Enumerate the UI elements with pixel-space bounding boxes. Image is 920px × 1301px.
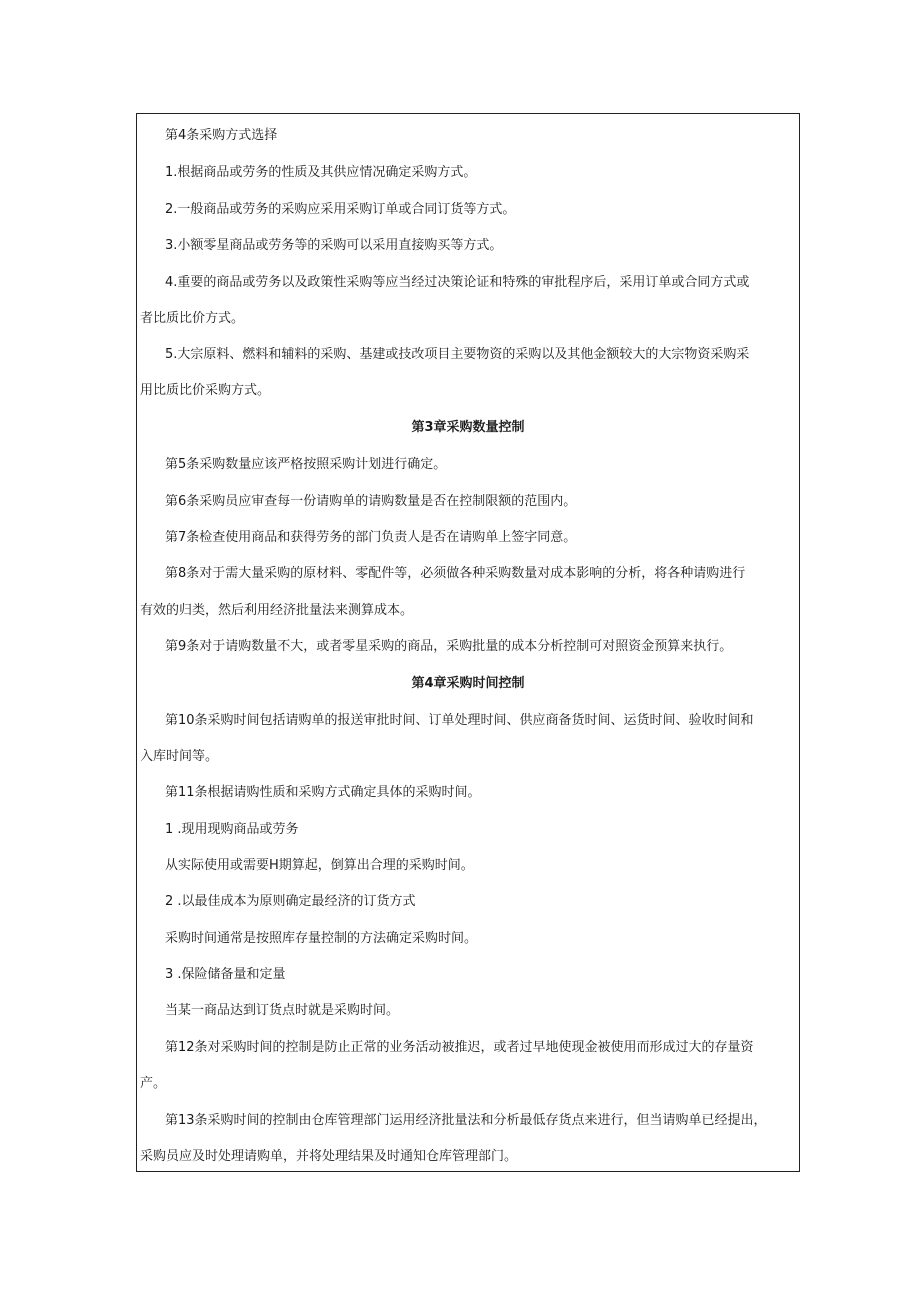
- article-9: 第9条对于请购数量不大，或者零星采购的商品，采购批量的成本分析控制可对照资金预算来执行。: [165, 639, 733, 654]
- article-13-line-2: 采购员应及时处理请购单，并将处理结果及时通知仓库管理部门。: [140, 1149, 518, 1164]
- article-5: 第5条采购数量应该严格按照采购计划进行确定。: [165, 457, 447, 472]
- article-10-line-1: 第10条采购时间包括请购单的报送审批时间、订单处理时间、供应商备货时间、运货时间、验收时间和: [165, 713, 754, 728]
- article-6: 第6条采购员应审查每一份请购单的请购数量是否在控制限额的范围内。: [165, 494, 577, 509]
- article-8-line-2: 有效的归类，然后利用经济批量法来测算成本。: [140, 603, 414, 618]
- article-4-item-4-line-1: 4.重要的商品或劳务以及政策性采购等应当经过决策论证和特殊的审批程序后，采用订单或合同方式或: [165, 275, 750, 290]
- article-4-title: 第4条采购方式选择: [165, 128, 278, 143]
- article-11-item-2-detail: 采购时间通常是按照库存量控制的方法确定采购时间。: [165, 931, 478, 946]
- article-4-item-2: 2.一般商品或劳务的采购应采用采购订单或合同订货等方式。: [165, 202, 516, 217]
- article-4-item-5-line-1: 5.大宗原料、燃料和辅料的采购、基建或技改项目主要物资的采购以及其他金额较大的大宗物资采购采: [165, 347, 750, 362]
- article-12-line-1: 第12条对采购时间的控制是防止正常的业务活动被推迟，或者过早地使现金被使用而形成过大的存量资: [165, 1040, 754, 1055]
- article-11-item-3: 3 .保险储备量和定量: [165, 967, 286, 982]
- article-11-item-1-detail: 从实际使用或需要H期算起，倒算出合理的采购时间。: [165, 858, 474, 873]
- article-7: 第7条检查使用商品和获得劳务的部门负责人是否在请购单上签字同意。: [165, 530, 577, 545]
- article-10-line-2: 入库时间等。: [140, 749, 219, 764]
- article-11-item-2: 2 .以最佳成本为原则确定最经济的订货方式: [165, 894, 416, 909]
- article-4-item-3: 3.小额零星商品或劳务等的采购可以采用直接购买等方式。: [165, 238, 503, 253]
- chapter-3-heading: 第3章采购数量控制: [411, 420, 525, 435]
- article-11-item-1: 1 .现用现购商品或劳务: [165, 822, 299, 837]
- article-11: 第11条根据请购性质和采购方式确定具体的采购时间。: [165, 785, 481, 800]
- article-4-item-5-line-2: 用比质比价采购方式。: [140, 383, 271, 398]
- article-4-item-4-line-2: 者比质比价方式。: [140, 311, 245, 326]
- article-8-line-1: 第8条对于需大量采购的原材料、零配件等，必须做各种采购数量对成本影响的分析，将各种请购进行: [165, 566, 746, 581]
- chapter-4-heading: 第4章采购时间控制: [411, 676, 525, 691]
- article-12-line-2: 产。: [140, 1076, 167, 1091]
- article-11-item-3-detail: 当某一商品达到订货点时就是采购时间。: [165, 1003, 400, 1018]
- article-4-item-1: 1.根据商品或劳务的性质及其供应情况确定采购方式。: [165, 165, 477, 180]
- article-13-line-1: 第13条采购时间的控制由仓库管理部门运用经济批量法和分析最低存货点来进行，但当请购单已经提出，: [165, 1113, 767, 1128]
